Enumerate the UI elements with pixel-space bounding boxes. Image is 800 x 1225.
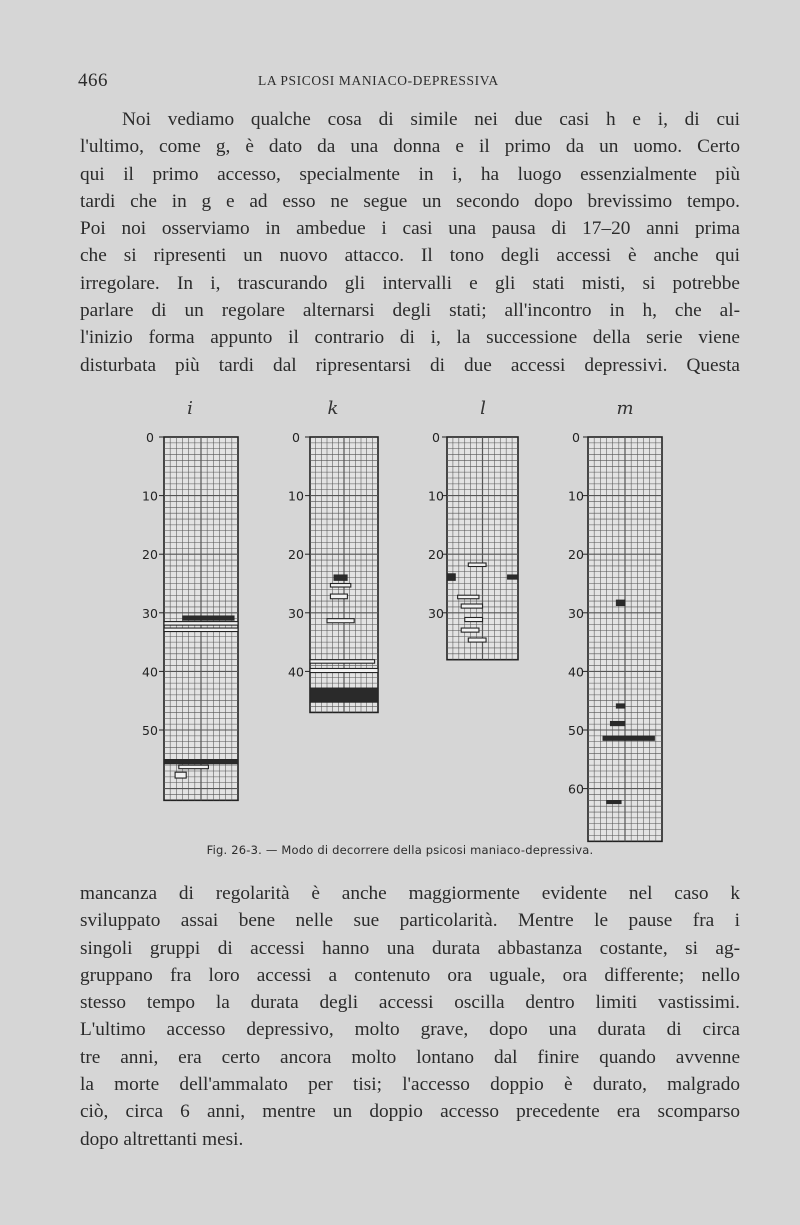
running-title: LA PSICOSI MANIACO-DEPRESSIVA	[258, 73, 499, 88]
tick-label: 60	[568, 781, 584, 797]
tick-label: 0	[146, 430, 154, 445]
figure-caption: Fig. 26-3. — Modo di decorrere della psicosi maniaco-depressiva.	[206, 843, 594, 857]
tick-label: 30	[428, 605, 444, 621]
tick-label: 0	[292, 430, 300, 445]
episode-bar	[616, 600, 625, 606]
episode-bar	[468, 638, 486, 642]
episode-bar	[330, 584, 350, 588]
episode-bar	[607, 800, 622, 804]
tick-label: 40	[568, 664, 584, 680]
episode-bar	[310, 660, 375, 664]
episode-bar	[183, 616, 235, 621]
chart-k	[288, 398, 378, 712]
tick-label: 20	[428, 547, 444, 563]
paragraph-line: dopo altrettanti mesi.	[80, 1128, 244, 1150]
paragraph-line: l'inizio forma appunto il contrario di i, la successione della serie viene	[80, 327, 740, 349]
episode-bar	[334, 575, 348, 581]
chart-label: m	[616, 398, 634, 419]
tick-label: 20	[142, 547, 158, 563]
paragraph-line: tardi che in g e ad esso ne segue un secondo dopo brevissimo tempo.	[80, 190, 740, 212]
paragraph-line: che si ripresenti un nuovo attacco. Il tono degli accessi è anche qui	[80, 245, 740, 267]
paragraph-line: stesso tempo la durata degli accessi oscilla dentro limiti vastissimi.	[80, 992, 740, 1014]
tick-label: 10	[142, 488, 158, 504]
paragraph-line: qui il primo accesso, specialmente in i, ha luogo essenzialmente più	[80, 163, 740, 185]
tick-label: 10	[288, 488, 304, 504]
paragraph-line: ciò, circa 6 anni, mentre un doppio accesso precedente era scomparso	[80, 1101, 740, 1123]
tick-label: 30	[568, 605, 584, 621]
episode-bar	[164, 622, 238, 626]
episode-bar	[458, 595, 479, 599]
paragraph-line: L'ultimo accesso depressivo, molto grave, dopo una durata di circa	[80, 1019, 740, 1041]
paragraph-line: l'ultimo, come g, è dato da una donna e il primo da un uomo. Certo	[80, 136, 740, 158]
tick-label: 20	[288, 547, 304, 563]
paragraph-1	[80, 106, 740, 379]
episode-bar	[507, 575, 518, 580]
tick-label: 30	[288, 605, 304, 621]
episode-bar	[310, 688, 378, 703]
tick-label: 40	[142, 664, 158, 680]
paragraph-line: disturbata più tardi dal ripresentarsi di due accessi depressivi. Questa	[80, 354, 740, 376]
tick-label: 0	[432, 430, 440, 445]
chart-label: l	[480, 398, 486, 419]
paragraph-line: singoli gruppi di accessi hanno una durata abbastanza costante, si ag-	[80, 937, 740, 959]
chart-m	[568, 398, 662, 841]
paragraph-line: gruppano fra loro accessi a contenuto ora uguale, ora differente; nello	[80, 964, 740, 986]
episode-bar	[610, 721, 625, 726]
tick-label: 50	[142, 723, 158, 738]
tick-label: 20	[568, 547, 584, 563]
paragraph-line: parlare di un regolare alternarsi degli stati; all'incontro in h, che al-	[80, 300, 740, 322]
paragraph-line: tre anni, era certo ancora molto lontano dal finire quando avvenne	[80, 1046, 740, 1068]
paragraph-line: sviluppato assai bene nelle sue particolarità. Mentre le pause fra i	[80, 910, 740, 932]
tick-label: 10	[568, 488, 584, 504]
episode-bar	[616, 704, 625, 709]
paragraph-line: mancanza di regolarità è anche maggiormente evidente nel caso k	[80, 883, 740, 904]
chart-i	[142, 398, 238, 800]
paragraph-line: la morte dell'ammalato per tisi; l'accesso doppio è durato, malgrado	[80, 1074, 740, 1096]
episode-bar	[603, 736, 655, 741]
paragraph-line: irregolare. In i, trascurando gli intervalli e gli stati misti, si potrebbe	[80, 272, 740, 294]
episode-bar	[465, 617, 483, 621]
page-number: 466	[78, 70, 108, 91]
tick-label: 40	[288, 664, 304, 680]
paragraph-line: Poi noi osserviamo in ambedue i casi una pausa di 17–20 anni prima	[80, 218, 740, 240]
episode-bar	[164, 759, 238, 764]
episode-bar	[310, 668, 378, 672]
episode-bar	[164, 628, 238, 632]
episode-bar	[327, 619, 354, 623]
chart-label: i	[187, 398, 193, 419]
episode-bar	[461, 628, 479, 632]
course-charts	[0, 390, 800, 860]
episode-bar	[175, 772, 186, 778]
running-head	[78, 70, 738, 94]
tick-label: 10	[428, 488, 444, 504]
tick-label: 30	[142, 605, 158, 621]
episode-bar	[461, 604, 482, 608]
episode-bar	[179, 765, 209, 769]
episode-bar	[468, 563, 486, 567]
paragraph-2	[80, 880, 740, 1153]
episode-bar	[447, 574, 456, 581]
tick-label: 0	[572, 430, 580, 445]
episode-bar	[330, 594, 347, 599]
chart-label: k	[327, 398, 339, 419]
paragraph-line: Noi vediamo qualche cosa di simile nei due casi h e i, di cui	[122, 109, 740, 130]
tick-label: 50	[568, 723, 584, 738]
figure	[0, 390, 800, 860]
chart-l	[428, 398, 518, 660]
